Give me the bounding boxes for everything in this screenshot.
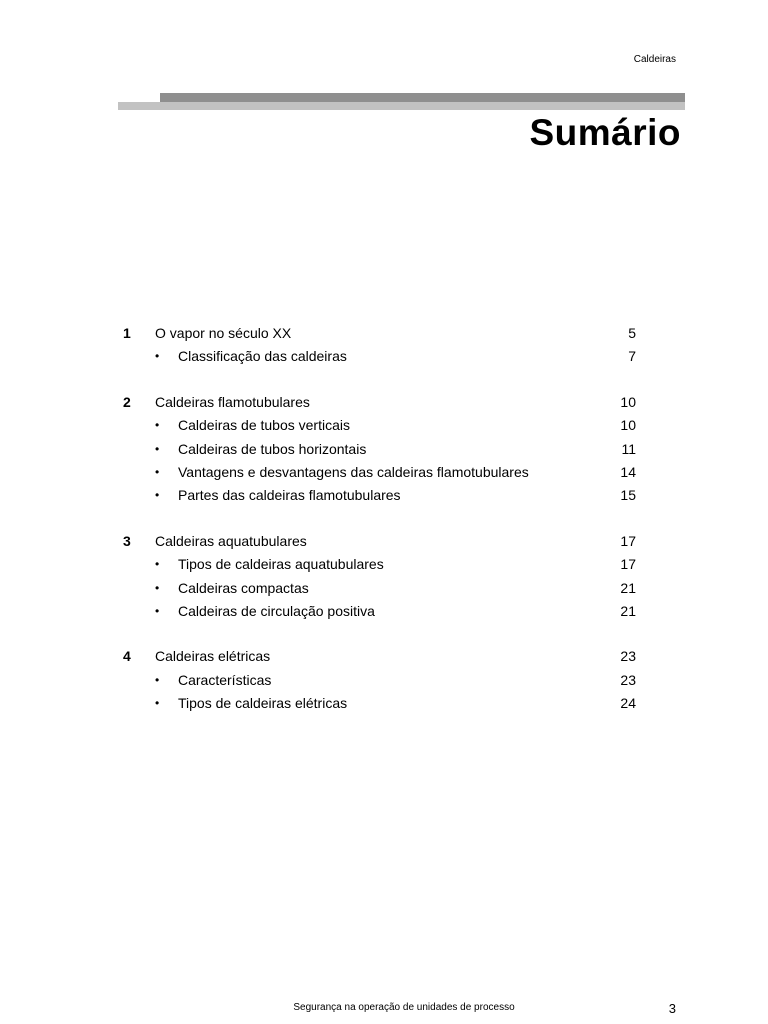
chapter-number: 2	[123, 393, 131, 410]
toc-subsection-row	[118, 669, 638, 692]
subsection-title: Partes das caldeiras flamotubulares	[178, 487, 401, 504]
chapter-number: 3	[123, 532, 131, 549]
subsection-page-number: 14	[620, 463, 636, 480]
bullet-icon: •	[155, 672, 160, 687]
subsection-title: Vantagens e desvantagens das caldeiras flamotubulares	[178, 463, 529, 480]
bullet-icon: •	[155, 418, 160, 433]
subsection-page-number: 24	[620, 695, 636, 712]
bullet-icon: •	[155, 349, 160, 364]
chapter-number: 4	[123, 648, 131, 665]
running-header: Caldeiras	[633, 54, 676, 65]
subsection-page-number: 21	[620, 579, 636, 596]
toc-chapter-row	[118, 391, 638, 414]
toc-subsection-row	[118, 553, 638, 576]
subsection-page-number: 21	[620, 602, 636, 619]
header-rule-dark	[160, 93, 685, 102]
subsection-title: Caldeiras compactas	[178, 579, 309, 596]
running-footer: Segurança na operação de unidades de processo	[293, 1002, 515, 1013]
chapter-page-number: 23	[620, 648, 636, 665]
subsection-title: Características	[178, 671, 272, 688]
toc-subsection-row	[118, 414, 638, 437]
toc-chapter-row	[118, 645, 638, 668]
table-of-contents	[118, 322, 638, 737]
toc-chapter-row	[118, 530, 638, 553]
toc-section	[118, 322, 638, 369]
chapter-page-number: 5	[628, 325, 636, 341]
toc-subsection-row	[118, 600, 638, 623]
subsection-title: Tipos de caldeiras aquatubulares	[178, 556, 384, 573]
toc-subsection-row	[118, 577, 638, 600]
toc-chapter-row	[118, 322, 638, 345]
toc-subsection-row	[118, 484, 638, 507]
subsection-page-number: 23	[620, 671, 636, 688]
chapter-title: Caldeiras elétricas	[155, 648, 271, 665]
toc-subsection-row	[118, 345, 638, 368]
bullet-icon: •	[155, 464, 160, 479]
subsection-page-number: 11	[621, 440, 636, 457]
subsection-title: Caldeiras de circulação positiva	[178, 602, 375, 619]
subsection-title: Caldeiras de tubos verticais	[178, 417, 350, 434]
chapter-title: O vapor no século XX	[155, 325, 292, 341]
subsection-page-number: 7	[628, 348, 636, 365]
bullet-icon: •	[155, 603, 160, 618]
bullet-icon: •	[155, 441, 160, 456]
bullet-icon: •	[155, 696, 160, 711]
chapter-title: Caldeiras aquatubulares	[155, 532, 307, 549]
chapter-title: Caldeiras flamotubulares	[155, 393, 310, 410]
subsection-title: Caldeiras de tubos horizontais	[178, 440, 367, 457]
toc-subsection-row	[118, 692, 638, 715]
toc-subsection-row	[118, 438, 638, 461]
bullet-icon: •	[155, 557, 160, 572]
bullet-icon: •	[155, 580, 160, 595]
subsection-page-number: 17	[620, 556, 636, 573]
subsection-page-number: 10	[620, 417, 636, 434]
subsection-page-number: 15	[620, 487, 636, 504]
toc-section	[118, 645, 638, 715]
bullet-icon: •	[155, 488, 160, 503]
header-rule-light	[118, 102, 685, 110]
toc-section	[118, 530, 638, 624]
subsection-title: Classificação das caldeiras	[178, 348, 347, 365]
toc-subsection-row	[118, 461, 638, 484]
chapter-number: 1	[123, 325, 131, 341]
subsection-title: Tipos de caldeiras elétricas	[178, 695, 348, 712]
chapter-page-number: 17	[620, 532, 636, 549]
page-title: Sumário	[529, 112, 681, 153]
chapter-page-number: 10	[620, 393, 636, 410]
toc-section	[118, 391, 638, 508]
page-number: 3	[668, 1001, 676, 1016]
